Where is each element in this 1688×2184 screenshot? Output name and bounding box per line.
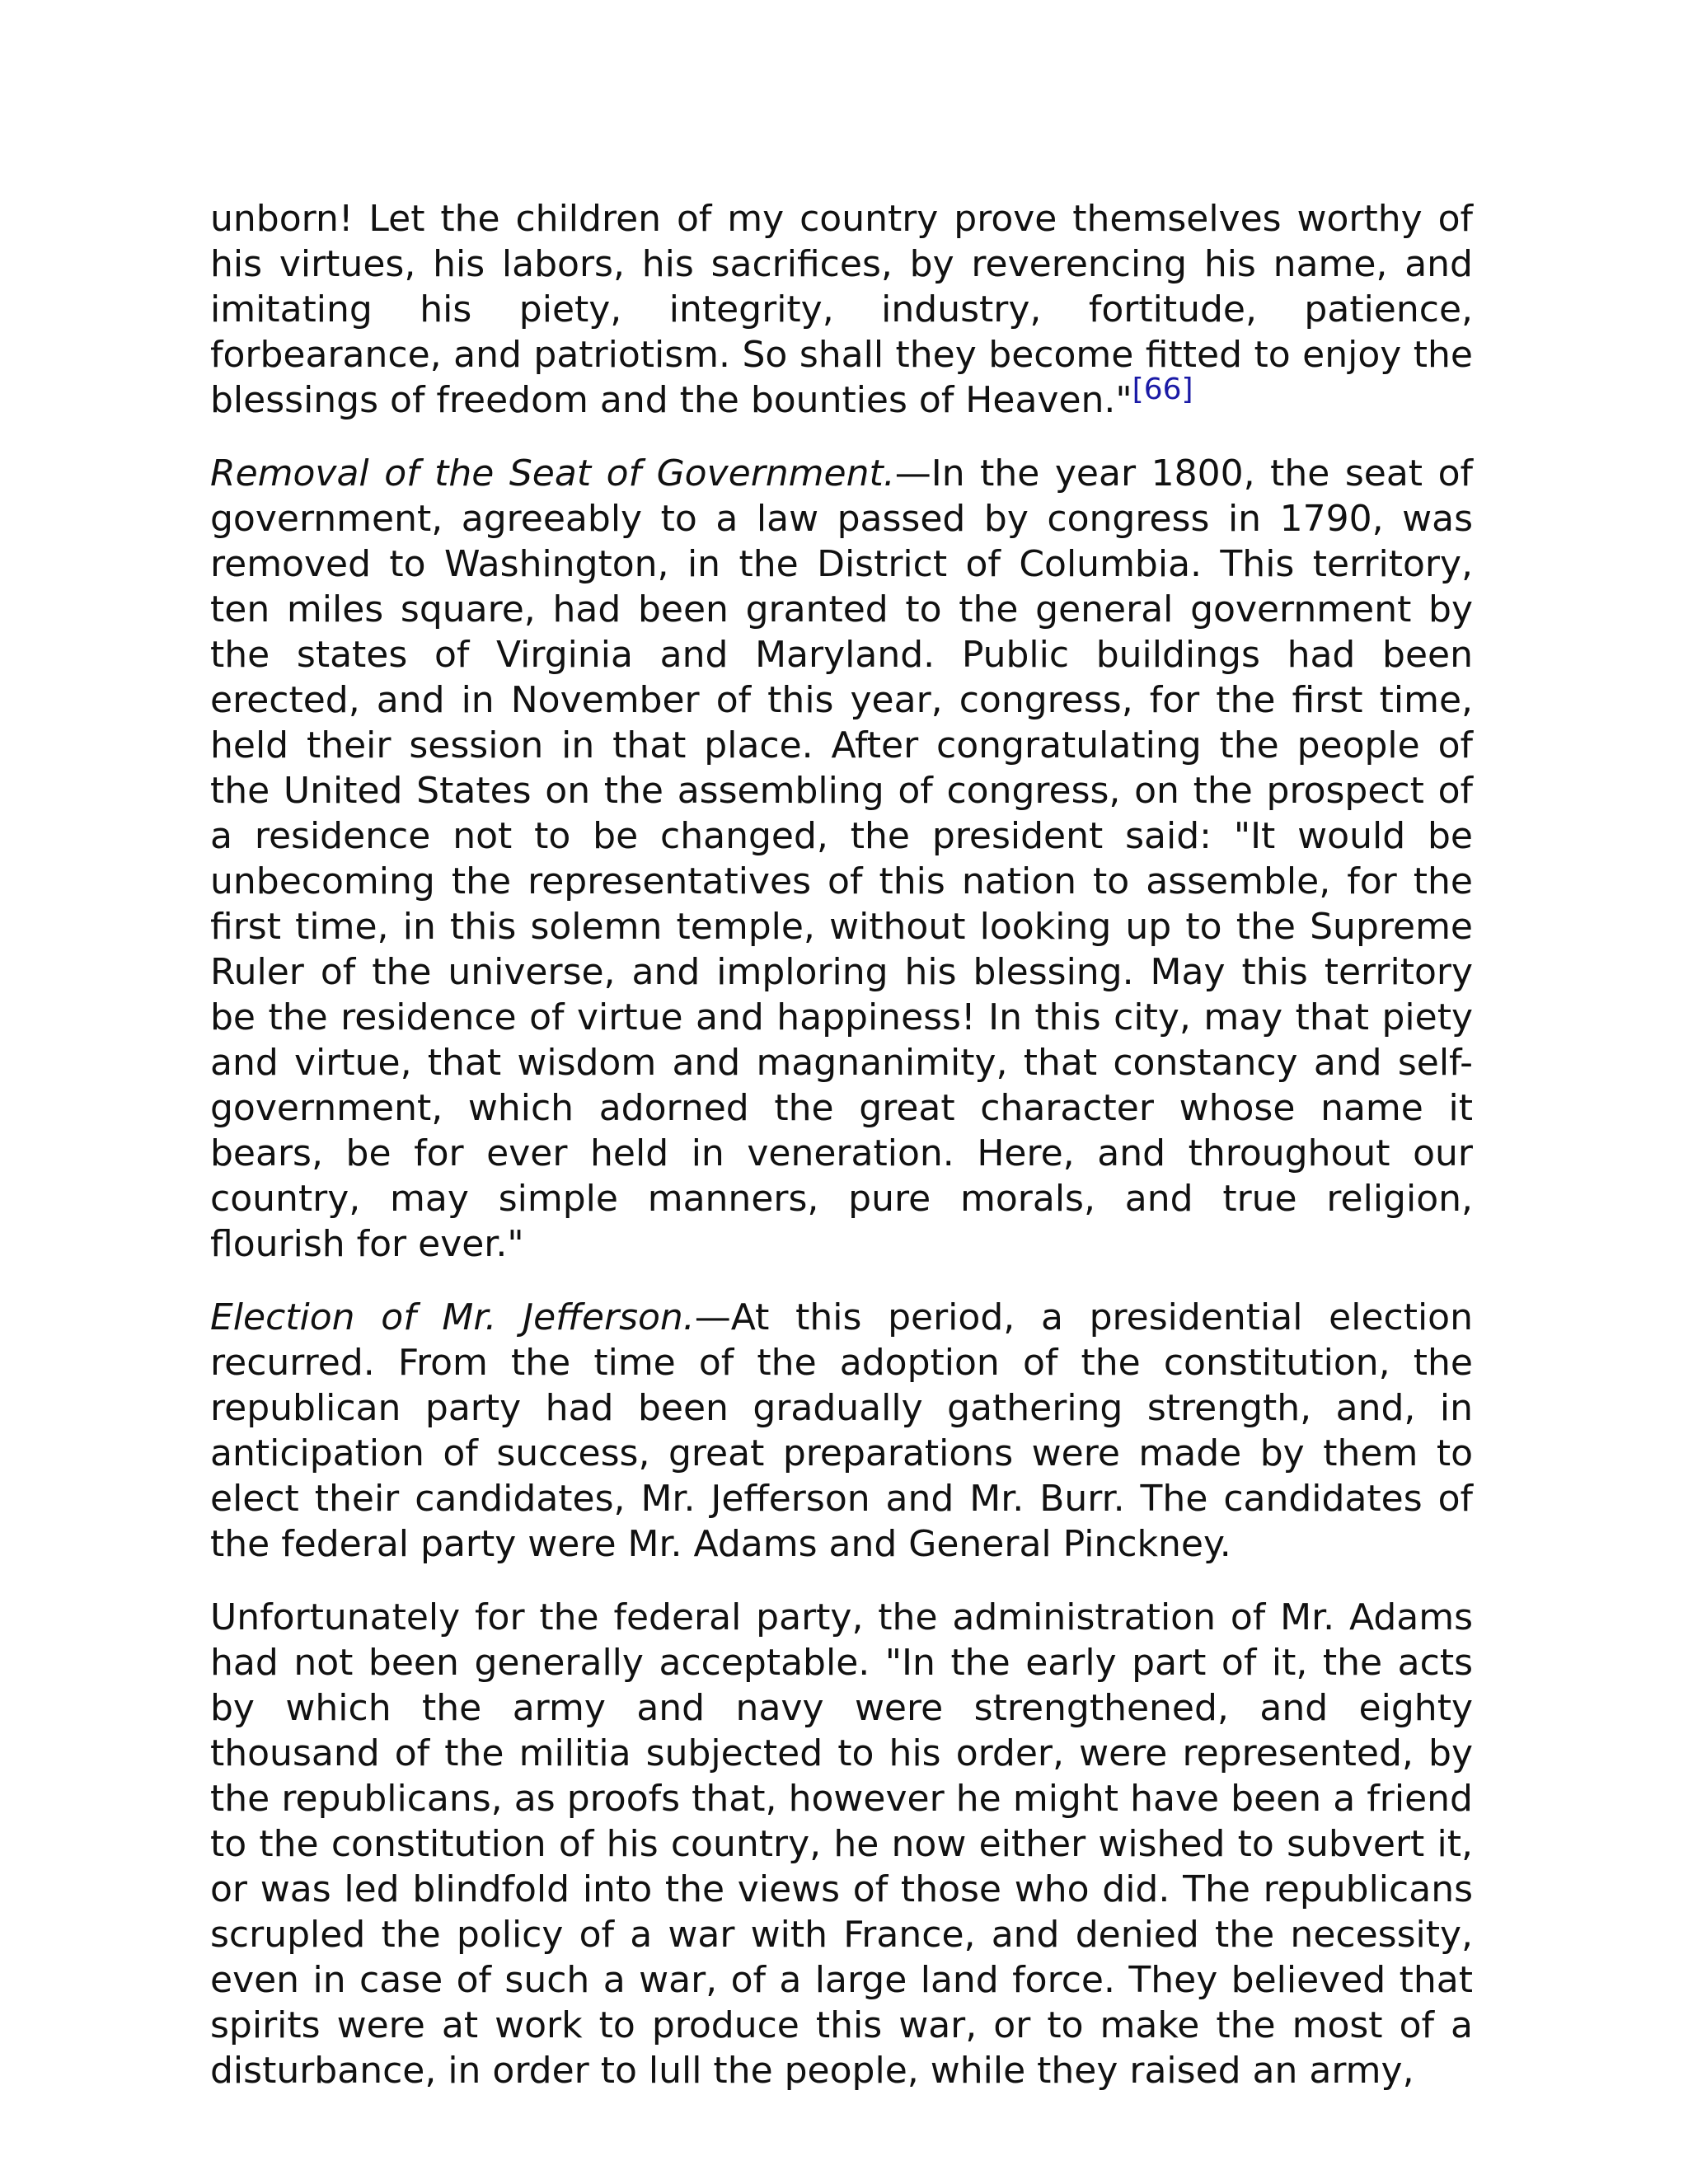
paragraph-text: —In the year 1800, the seat of government, agreeably to a law passed by congress in 1790, was removed to Washington, in the District of Columbia. This territory, ten miles square, had been granted to the general government by the states of Virginia and Maryland. Public buildings had been erected, and in November of this year, congress, for the first time, held their session in that place. After congratulating the people of the United States on the assembling of congress, on the prospect of a residence not to be changed, the president said: "It would be unbecoming the representatives of this nation to assemble, for the first time, in this solemn temple, without looking up to the Supreme Ruler of the universe, and imploring his blessing. May this territory be the residence of virtue and happiness! In this city, may that piety and virtue, that wisdom and magnanimity, that constancy and self-government, which adorned the great character whose name it bears, be for ever held in veneration. Here, and throughout our country, may simple manners, pure morals, and true religion, flourish for ever." bbox=[210, 452, 1474, 1265]
paragraph-text: Unfortunately for the federal party, the administration of Mr. Adams had not been generally acceptable. "In the early part of it, the acts by which the army and navy were strengthened, and eighty thousand of the militia subjected to his order, were represented, by the republicans, as proofs that, however he might have been a friend to the constitution of his country, he now either wished to subvert it, or was led blindfold into the views of those who did. The republicans scrupled the policy of a war with France, and denied the necessity, even in case of such a war, of a large land force. They believed that spirits were at work to produce this war, or to make the most of a disturbance, in order to lull the people, while they raised an army, bbox=[210, 1596, 1473, 2092]
footnote-link-66[interactable]: [66] bbox=[1132, 373, 1193, 406]
paragraph-adams-administration bbox=[210, 1595, 1473, 2093]
page-body bbox=[210, 196, 1473, 2121]
paragraph-removal-seat-of-government bbox=[210, 451, 1473, 1267]
section-heading-removal: Removal of the Seat of Government. bbox=[210, 452, 895, 494]
paragraph-text: unborn! Let the children of my country prove themselves worthy of his virtues, his labors, his sacrifices, by reverencing his name, and imitating his piety, integrity, industry, fortitude, patience, forbearance, and patriotism. So shall they become fitted to enjoy the blessings of freedom and the bounties of Heaven." bbox=[210, 198, 1473, 421]
section-heading-election: Election of Mr. Jefferson. bbox=[210, 1296, 695, 1338]
paragraph-closing-quote bbox=[210, 196, 1473, 423]
paragraph-text: —At this period, a presidential election recurred. From the time of the adoption of the constitution, the republican party had been gradually gathering strength, and, in anticipation of success, great preparations were made by them to elect their candidates, Mr. Jefferson and Mr. Burr. The candidates of the federal party were Mr. Adams and General Pinckney. bbox=[210, 1296, 1473, 1565]
paragraph-election-of-jefferson bbox=[210, 1295, 1473, 1567]
